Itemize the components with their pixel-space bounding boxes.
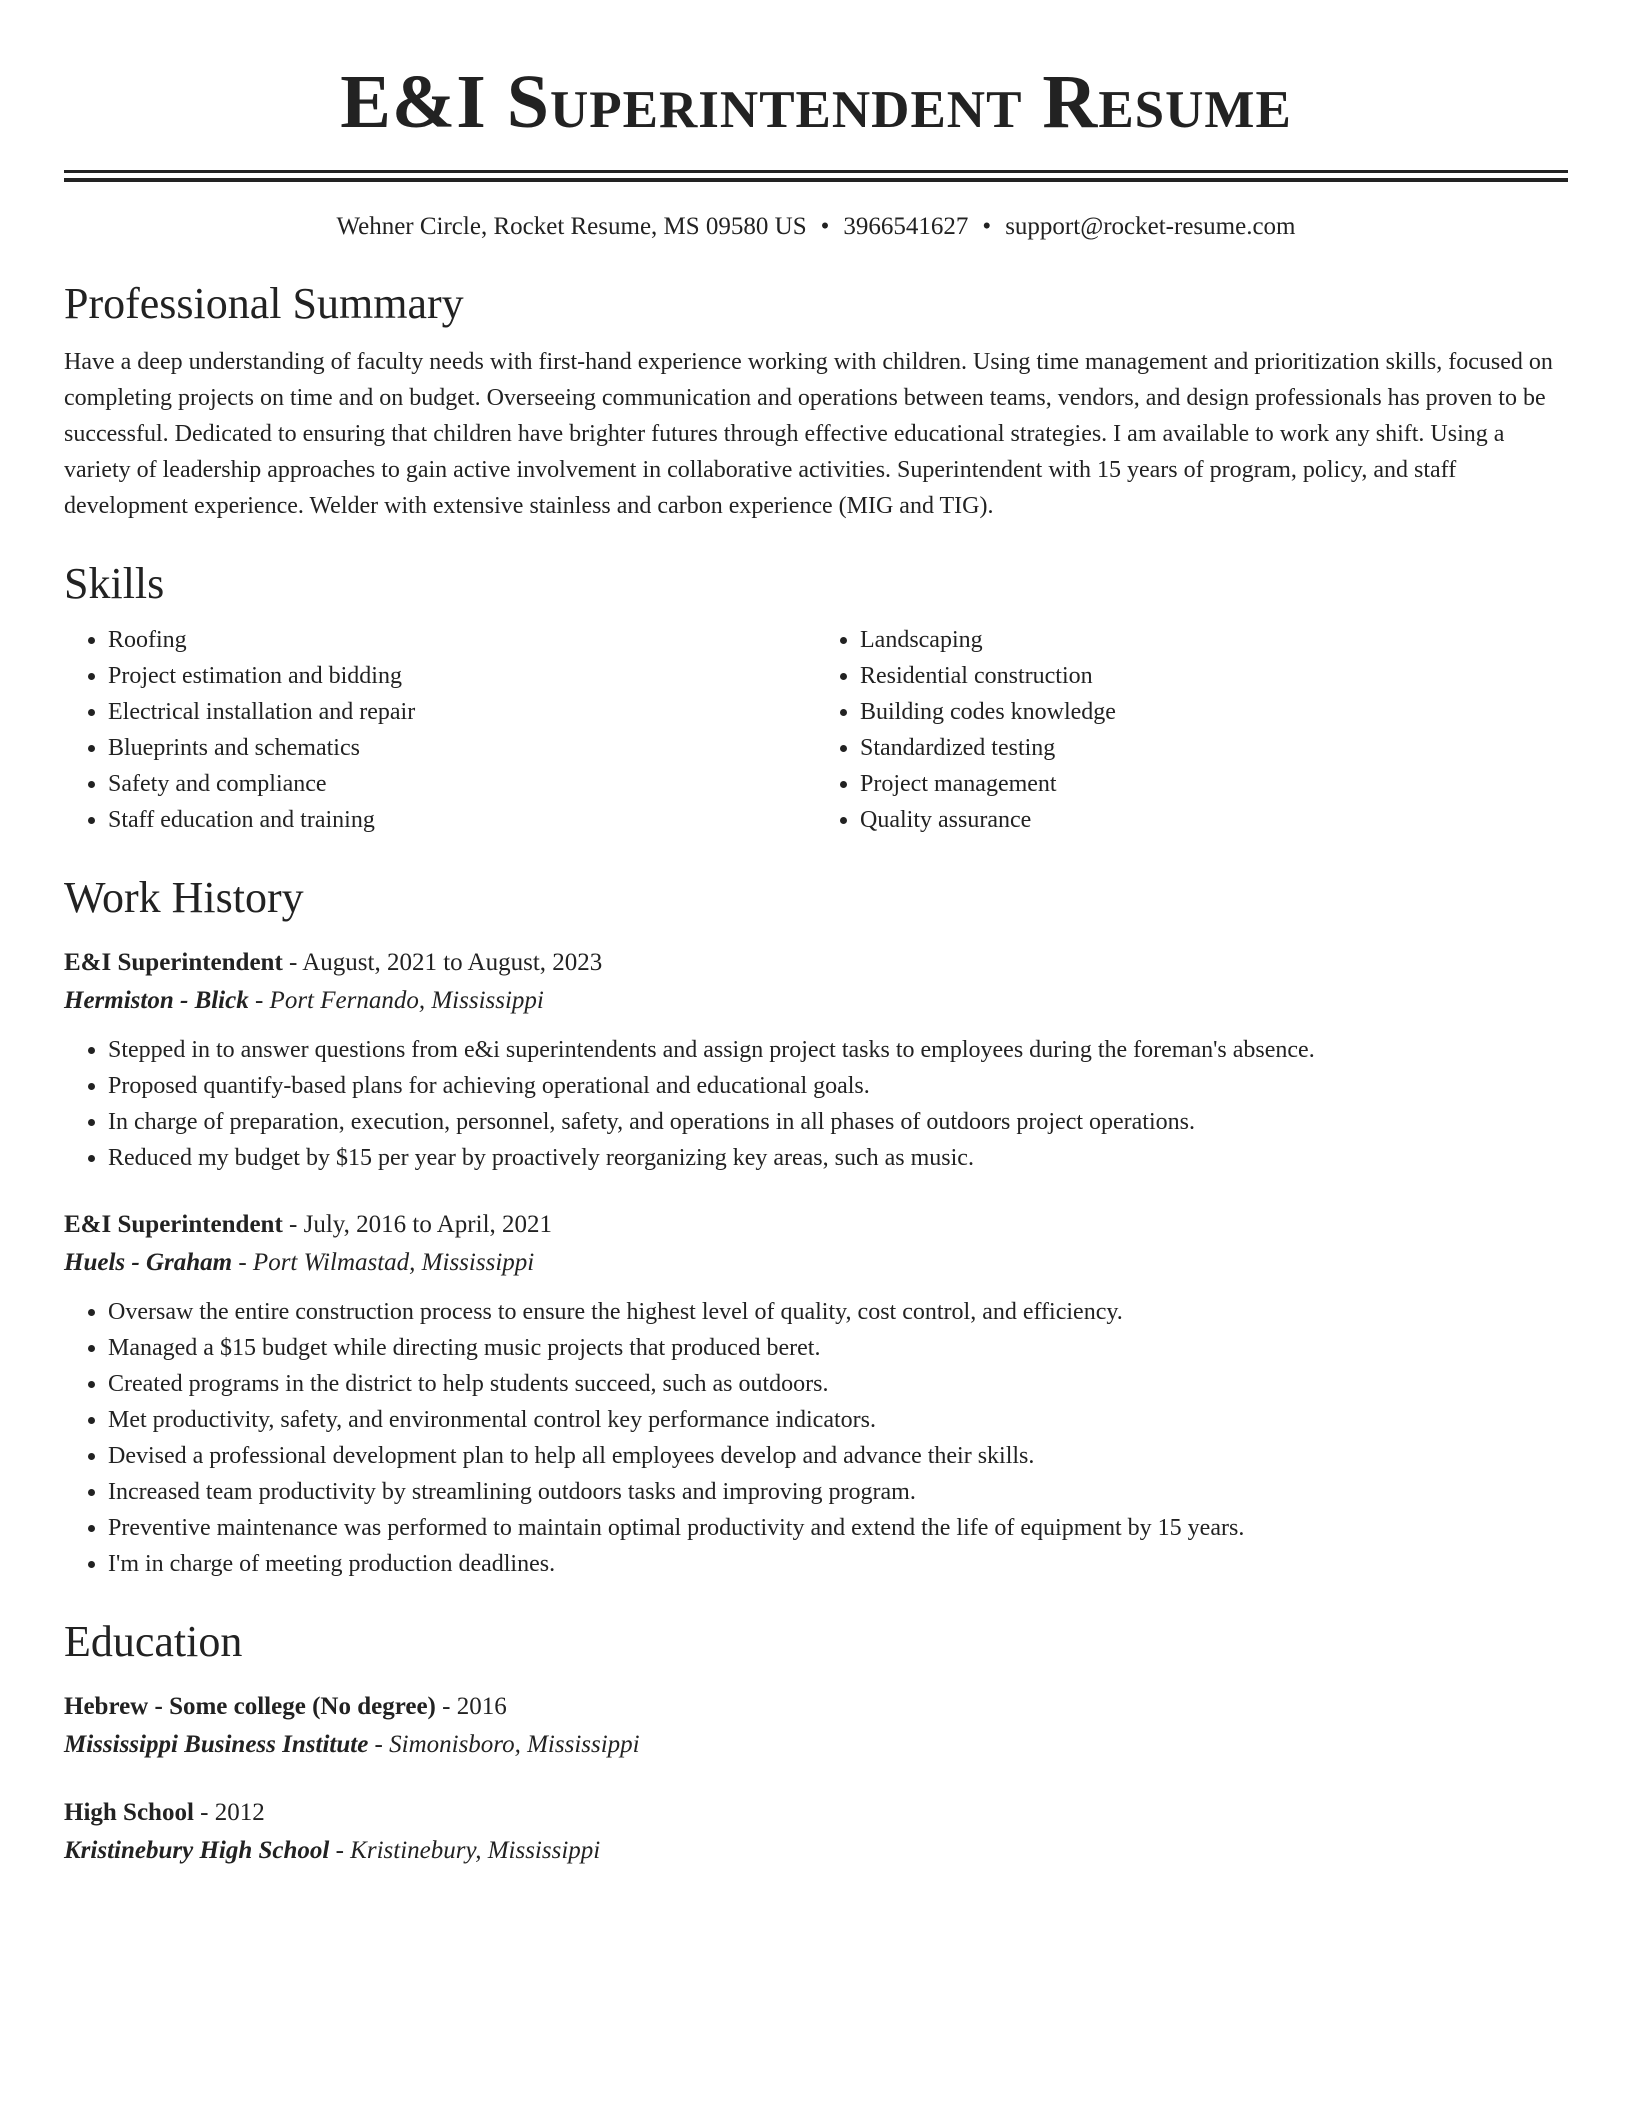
job-bullet-list [64,1032,1568,1176]
job-company-line [64,1244,1568,1282]
job-title: E&I Superintendent [64,949,283,976]
education-school: Mississippi Business Institute [64,1731,369,1758]
skills-heading: Skills [64,559,165,608]
education-degree: Hebrew - Some college (No degree) [64,1693,436,1720]
contact-line [64,210,1568,244]
contact-address: Wehner Circle, Rocket Resume, MS 09580 US [336,213,807,240]
job-bullet: • Managed a $15 budget while directing music projects that produced beret. [108,1330,1568,1366]
contact-email: support@rocket-resume.com [1005,213,1296,240]
contact-separator: • [820,213,830,240]
education-school: Kristinebury High School [64,1837,330,1864]
skill-item: • Electrical installation and repair [108,694,816,730]
job-company-line [64,982,1568,1020]
title-double-rule [64,170,1568,182]
job-bullet-list [64,1294,1568,1582]
job-bullet: • Increased team productivity by streamlining outdoors tasks and improving program. [108,1474,1568,1510]
job-dates: - August, 2021 to August, 2023 [282,949,603,976]
summary-section [64,276,1568,524]
skill-item: • Standardized testing [860,730,1568,766]
job-bullet: • Met productivity, safety, and environmental control key performance indicators. [108,1402,1568,1438]
job-bullet: • Oversaw the entire construction process to ensure the highest level of quality, cost control, and efficiency. [108,1294,1568,1330]
skill-item: • Project estimation and bidding [108,658,816,694]
job-location: - Port Wilmastad, Mississippi [232,1249,535,1276]
skills-right-list [816,622,1568,838]
education-degree: High School [64,1799,194,1826]
job-bullet: • In charge of preparation, execution, personnel, safety, and operations in all phases of outdoors project operations. [108,1104,1568,1140]
job-bullet: • I'm in charge of meeting production deadlines. [108,1546,1568,1582]
job-title-line [64,1206,1568,1244]
job-bullet: • Devised a professional development plan to help all employees develop and advance their skills. [108,1438,1568,1474]
education-degree-line [64,1794,1568,1832]
skill-item: • Blueprints and schematics [108,730,816,766]
job-title: E&I Superintendent [64,1211,283,1238]
education-year: - 2012 [193,1799,265,1826]
skill-item: • Quality assurance [860,802,1568,838]
education-location: - Kristinebury, Mississippi [329,1837,601,1864]
job-entry [64,944,1568,1176]
job-entry [64,1206,1568,1582]
job-company: Hermiston - Blick [64,987,249,1014]
work-history-heading: Work History [64,873,304,922]
education-heading: Education [64,1617,243,1666]
education-year: - 2016 [435,1693,507,1720]
education-school-line [64,1832,1568,1870]
education-school-line [64,1726,1568,1764]
education-degree-line [64,1688,1568,1726]
education-location: - Simonisboro, Mississippi [368,1731,640,1758]
job-bullet: • Proposed quantify-based plans for achieving operational and educational goals. [108,1068,1568,1104]
job-title-line [64,944,1568,982]
education-entry [64,1688,1568,1764]
job-bullet: • Preventive maintenance was performed to maintain optimal productivity and extend the life of equipment by 15 years. [108,1510,1568,1546]
job-bullet: • Created programs in the district to help students succeed, such as outdoors. [108,1366,1568,1402]
education-entry [64,1794,1568,1870]
job-dates: - July, 2016 to April, 2021 [282,1211,553,1238]
skill-item: • Building codes knowledge [860,694,1568,730]
skill-item: • Landscaping [860,622,1568,658]
job-bullet: • Reduced my budget by $15 per year by proactively reorganizing key areas, such as music. [108,1140,1568,1176]
skill-item: • Roofing [108,622,816,658]
skill-item: • Project management [860,766,1568,802]
job-company: Huels - Graham [64,1249,233,1276]
skill-item: • Safety and compliance [108,766,816,802]
contact-phone: 3966541627 [843,213,969,240]
resume-title: E&I Superintendent Resume [340,60,1292,144]
skill-item: • Staff education and training [108,802,816,838]
skills-left-list [64,622,816,838]
job-location: - Port Fernando, Mississippi [248,987,544,1014]
contact-separator: • [982,213,992,240]
summary-text: Have a deep understanding of faculty needs with first-hand experience working with children. Using time management and prioritization skills, focused on completing projects on time and on budget. Overseeing communication and operations between teams, vendors, and design professionals has proven to be successful. Dedicated to ensuring that children have brighter futures through effective educational strategies. I am available to work any shift. Using a variety of leadership approaches to gain active involvement in collaborative activities. Superintendent with 15 years of program, policy, and staff development experience. Welder with extensive stainless and carbon experience (MIG and TIG). [64,349,1553,519]
education-section [64,1614,1568,1870]
job-bullet: • Stepped in to answer questions from e&i superintendents and assign project tasks to employees during the foreman's absence. [108,1032,1568,1068]
skills-section [64,556,1568,838]
summary-heading: Professional Summary [64,279,464,328]
skill-item: • Residential construction [860,658,1568,694]
work-history-section [64,870,1568,1582]
skills-columns [64,622,1568,838]
